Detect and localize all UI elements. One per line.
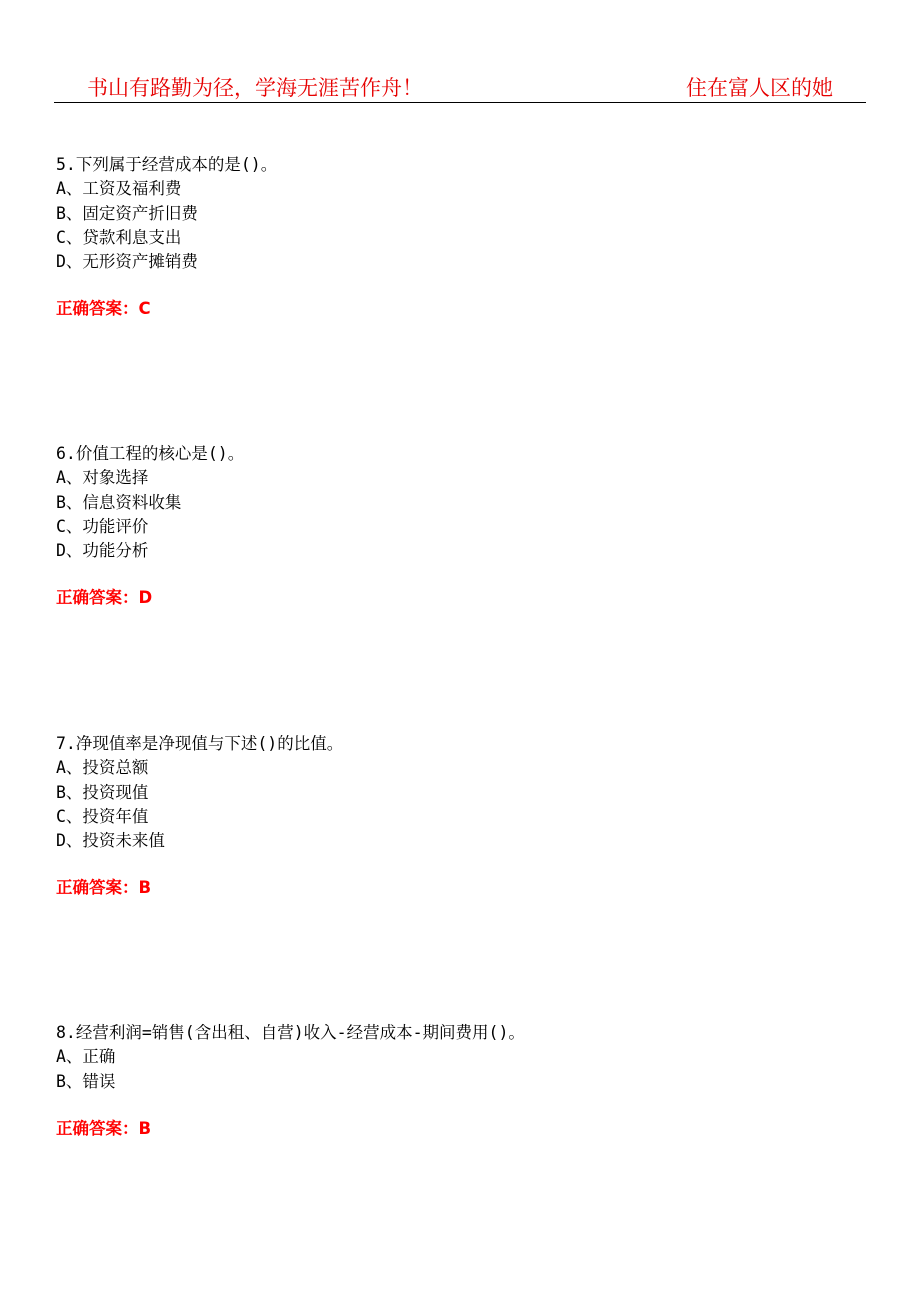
option-d: D、功能分析 [56,541,149,561]
header-motto: 书山有路勤为径，学海无涯苦作舟！ [87,76,423,100]
question-8 [56,1021,876,1141]
answer-value: C [138,299,151,319]
question-stem: 6.价值工程的核心是()。 [56,444,245,463]
option-b: B、错误 [56,1071,116,1091]
option-a: A、对象选择 [56,468,149,488]
correct-answer [56,1117,876,1141]
correct-answer [56,876,876,900]
answer-label: 正确答案： [56,878,139,898]
question-6 [56,442,876,610]
question-7 [56,732,876,900]
option-c: C、功能评价 [56,516,149,536]
answer-label: 正确答案： [56,299,139,319]
header-author: 住在富人区的她 [686,76,833,100]
option-b: B、投资现值 [56,782,149,802]
option-d: D、无形资产摊销费 [56,252,198,272]
correct-answer [56,586,876,610]
question-stem: 5.下列属于经营成本的是()。 [56,155,278,174]
answer-label: 正确答案： [56,1118,139,1138]
page-header [54,68,866,103]
option-a: A、投资总额 [56,758,149,778]
option-b: B、信息资料收集 [56,492,182,512]
option-d: D、投资未来值 [56,831,165,851]
option-c: C、贷款利息支出 [56,227,182,247]
question-5 [56,153,876,321]
option-c: C、投资年值 [56,806,149,826]
answer-label: 正确答案： [56,588,139,608]
correct-answer [56,297,876,321]
question-stem: 7.净现值率是净现值与下述()的比值。 [56,734,344,753]
option-b: B、固定资产折旧费 [56,203,198,223]
answer-value: B [138,878,152,898]
option-a: A、正确 [56,1047,116,1067]
answer-value: D [138,588,153,608]
question-stem: 8.经营利润=销售(含出租、自营)收入-经营成本-期间费用()。 [56,1023,525,1042]
option-a: A、工资及福利费 [56,179,182,199]
answer-value: B [138,1118,152,1138]
